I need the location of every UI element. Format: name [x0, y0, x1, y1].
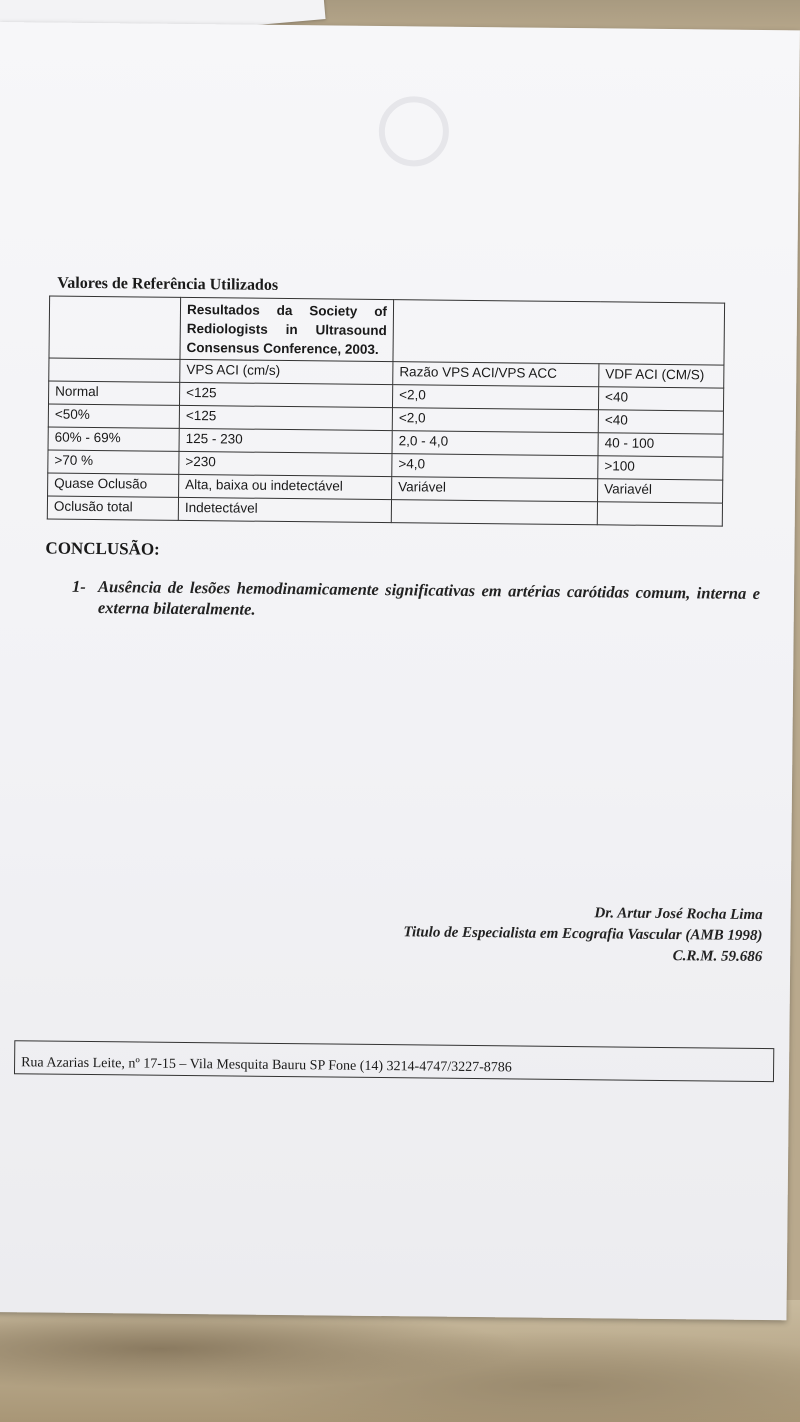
table-cell: 2,0 - 4,0: [392, 431, 598, 456]
source-header-line: Resultados da Society of: [186, 301, 388, 320]
table-cell: <125: [179, 382, 392, 407]
table-cell: >100: [598, 456, 723, 480]
column-header: Razão VPS ACI/VPS ACC: [393, 362, 599, 387]
show-through-logo-icon: [379, 96, 450, 167]
table-cell: Indetectável: [178, 497, 391, 522]
table-cell: Alta, baixa ou indetectável: [179, 474, 392, 499]
table-cell: Normal: [49, 381, 180, 405]
table-cell: [391, 500, 597, 525]
column-header: VDF ACI (CM/S): [599, 364, 724, 388]
table-header-empty-cell: [393, 300, 725, 365]
source-header-line: Rediologists in Ultrasound: [186, 320, 387, 339]
table-cell: Variavél: [598, 479, 723, 503]
table-cell: >230: [179, 451, 392, 476]
table-cell: <2,0: [392, 385, 598, 410]
column-header: VPS ACI (cm/s): [180, 359, 393, 384]
table-cell: Quase Oclusão: [48, 473, 179, 497]
table-cell: 60% - 69%: [48, 427, 179, 451]
conclusion-item-number: 1-: [71, 576, 86, 596]
table-cell: Oclusão total: [47, 496, 178, 520]
footer-address: Rua Azarias Leite, nº 17-15 – Vila Mesquita Bauru SP Fone (14) 3214-4747/3227-8786: [21, 1055, 512, 1076]
reference-values-table: [47, 296, 725, 527]
conclusion-item-text: Ausência de lesões hemodinamicamente significativas em artérias carótidas comum, interna e externa bilateralmente.: [97, 577, 761, 619]
footer-address-box: [14, 1040, 774, 1082]
conclusion-item: [72, 576, 760, 625]
doctor-crm: C.R.M. 59.686: [672, 948, 763, 966]
table-cell: <2,0: [392, 408, 598, 433]
table-cell: [597, 502, 722, 526]
table-header-row: [49, 296, 725, 365]
document-page: [0, 22, 800, 1320]
conclusion-title: CONCLUSÃO:: [45, 538, 160, 559]
table-header-empty-cell: [49, 296, 181, 359]
table-cell: <40: [598, 410, 723, 434]
table-cell: <50%: [48, 404, 179, 428]
source-header-line: Consensus Conference, 2003.: [186, 339, 379, 357]
reference-values-title: Valores de Referência Utilizados: [57, 274, 279, 294]
table-cell: >4,0: [392, 454, 598, 479]
table-cell: 40 - 100: [598, 433, 723, 457]
signature-block: [403, 901, 763, 968]
table-cell: 125 - 230: [179, 428, 392, 453]
table-cell: Variável: [392, 477, 598, 502]
table-cell: >70 %: [48, 450, 179, 474]
doctor-specialty-title: Titulo de Especialista em Ecografia Vascular (AMB 1998): [403, 924, 763, 945]
table-cell: <40: [598, 387, 723, 411]
doctor-name: Dr. Artur José Rocha Lima: [594, 905, 763, 924]
table-cell: <125: [179, 405, 392, 430]
source-header-cell: [180, 297, 394, 361]
column-header: [49, 358, 180, 382]
